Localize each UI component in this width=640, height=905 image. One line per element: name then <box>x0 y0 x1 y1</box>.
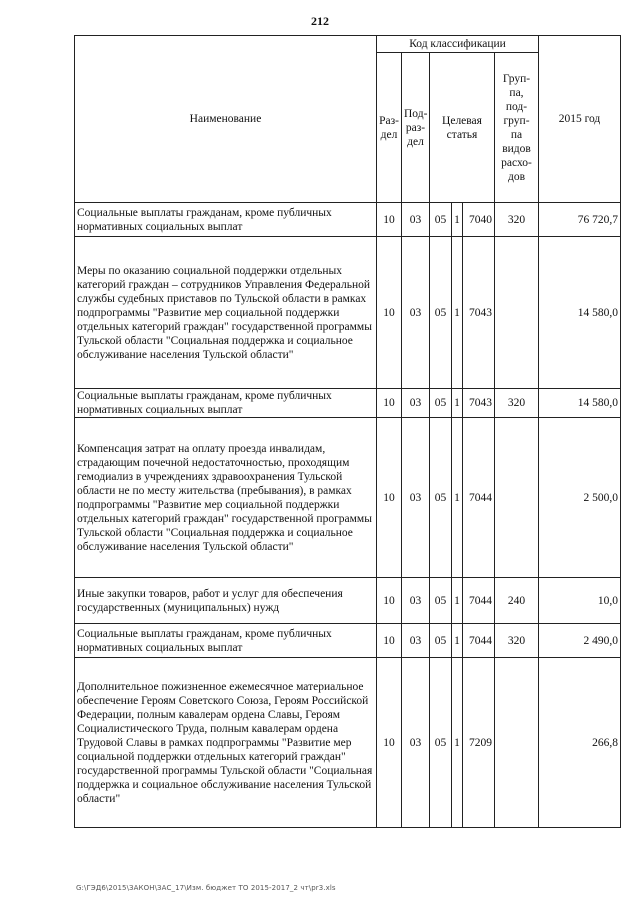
razdel-cell: 10 <box>377 389 402 418</box>
target-article-part3-cell: 7043 <box>463 389 495 418</box>
table-row <box>75 658 621 828</box>
target-article-part2-cell: 1 <box>452 389 463 418</box>
target-article-part2-cell: 1 <box>452 203 463 237</box>
target-article-part2-cell: 1 <box>452 578 463 624</box>
target-article-part1-cell: 05 <box>430 237 452 389</box>
row-name: Социальные выплаты гражданам, кроме публичных нормативных социальных выплат <box>75 389 377 418</box>
classification-code-header: Код классификации <box>377 36 539 53</box>
expense-group-cell <box>495 237 539 389</box>
table-body <box>75 203 621 828</box>
razdel-cell: 10 <box>377 624 402 658</box>
podrazdel-cell: 03 <box>402 389 430 418</box>
target-article-part2-cell: 1 <box>452 624 463 658</box>
expense-group-cell: 240 <box>495 578 539 624</box>
target-article-part3-cell: 7040 <box>463 203 495 237</box>
target-article-part1-cell: 05 <box>430 658 452 828</box>
name-column-header: Наименование <box>75 36 377 203</box>
razdel-header: Раз- дел <box>377 53 402 203</box>
expense-group-cell <box>495 418 539 578</box>
amount-cell: 14 580,0 <box>539 237 621 389</box>
podrazdel-header: Под- раз- дел <box>402 53 430 203</box>
expense-group-cell: 320 <box>495 624 539 658</box>
table-row <box>75 418 621 578</box>
target-article-part2-cell: 1 <box>452 237 463 389</box>
target-article-part3-cell: 7044 <box>463 624 495 658</box>
razdel-cell: 10 <box>377 418 402 578</box>
target-article-part1-cell: 05 <box>430 578 452 624</box>
row-name: Меры по оказанию социальной поддержки отдельных категорий граждан – сотрудников Управления Федеральной службы судебных приставов по Тульской области в рамках подпрограммы "Развитие мер социальной поддержки отдельных категорий граждан" государственной программы Тульской области "Социальная поддержка и социальное обслуживание населения Тульской области" <box>75 237 377 389</box>
target-article-part1-cell: 05 <box>430 203 452 237</box>
razdel-cell: 10 <box>377 237 402 389</box>
page-number: 212 <box>311 14 329 28</box>
row-name: Дополнительное пожизненное ежемесячное материальное обеспечение Героям Советского Союза, Героям Российской Федерации, полным кавалерам ордена Славы, Героям Социалистического Труда, полным кавалерам ордена Трудовой Славы в рамках подпрограммы "Развитие мер социальной поддержки отдельных категорий граждан" государственной программы Тульской области "Социальная поддержка и социальное обслуживание населения Тульской области" <box>75 658 377 828</box>
amount-cell: 76 720,7 <box>539 203 621 237</box>
target-article-part3-cell: 7044 <box>463 418 495 578</box>
budget-table <box>74 35 621 828</box>
razdel-cell: 10 <box>377 658 402 828</box>
header-row-top <box>75 36 621 53</box>
row-name: Социальные выплаты гражданам, кроме публичных нормативных социальных выплат <box>75 203 377 237</box>
row-name: Социальные выплаты гражданам, кроме публичных нормативных социальных выплат <box>75 624 377 658</box>
row-name: Компенсация затрат на оплату проезда инвалидам, страдающим почечной недостаточностью, проходящим гемодиализ в учреждениях здравоохранения Тульской области не по месту жительства (пребывания), в рамках подпрограммы "Развитие мер социальной поддержки отдельных категорий граждан" государственной программы Тульской области "Социальная поддержка и социальное обслуживание населения Тульской области" <box>75 418 377 578</box>
target-article-part1-cell: 05 <box>430 418 452 578</box>
razdel-cell: 10 <box>377 578 402 624</box>
target-article-header: Целевая статья <box>430 53 495 203</box>
podrazdel-cell: 03 <box>402 658 430 828</box>
expense-group-cell: 320 <box>495 389 539 418</box>
podrazdel-cell: 03 <box>402 578 430 624</box>
target-article-part1-cell: 05 <box>430 624 452 658</box>
file-path-footer: G:\ГЭД6\2015\ЗАКОН\ЗАС_17\Изм. бюджет ТО 2015-2017_2 чт\pr3.xls <box>76 884 336 892</box>
target-article-part1-cell: 05 <box>430 389 452 418</box>
row-name: Иные закупки товаров, работ и услуг для обеспечения государственных (муниципальных) нужд <box>75 578 377 624</box>
table-row <box>75 203 621 237</box>
table-row <box>75 578 621 624</box>
expense-group-header: Груп- па, под- груп- па видов расхо- дов <box>495 53 539 203</box>
amount-cell: 2 500,0 <box>539 418 621 578</box>
target-article-part3-cell: 7043 <box>463 237 495 389</box>
table-row <box>75 237 621 389</box>
podrazdel-cell: 03 <box>402 624 430 658</box>
razdel-cell: 10 <box>377 203 402 237</box>
target-article-part2-cell: 1 <box>452 658 463 828</box>
target-article-part3-cell: 7209 <box>463 658 495 828</box>
amount-cell: 266,8 <box>539 658 621 828</box>
expense-group-cell: 320 <box>495 203 539 237</box>
expense-group-cell <box>495 658 539 828</box>
amount-cell: 2 490,0 <box>539 624 621 658</box>
podrazdel-cell: 03 <box>402 237 430 389</box>
table-row <box>75 624 621 658</box>
table-row <box>75 389 621 418</box>
year-column-header: 2015 год <box>539 36 621 203</box>
podrazdel-cell: 03 <box>402 203 430 237</box>
amount-cell: 10,0 <box>539 578 621 624</box>
target-article-part2-cell: 1 <box>452 418 463 578</box>
target-article-part3-cell: 7044 <box>463 578 495 624</box>
amount-cell: 14 580,0 <box>539 389 621 418</box>
podrazdel-cell: 03 <box>402 418 430 578</box>
